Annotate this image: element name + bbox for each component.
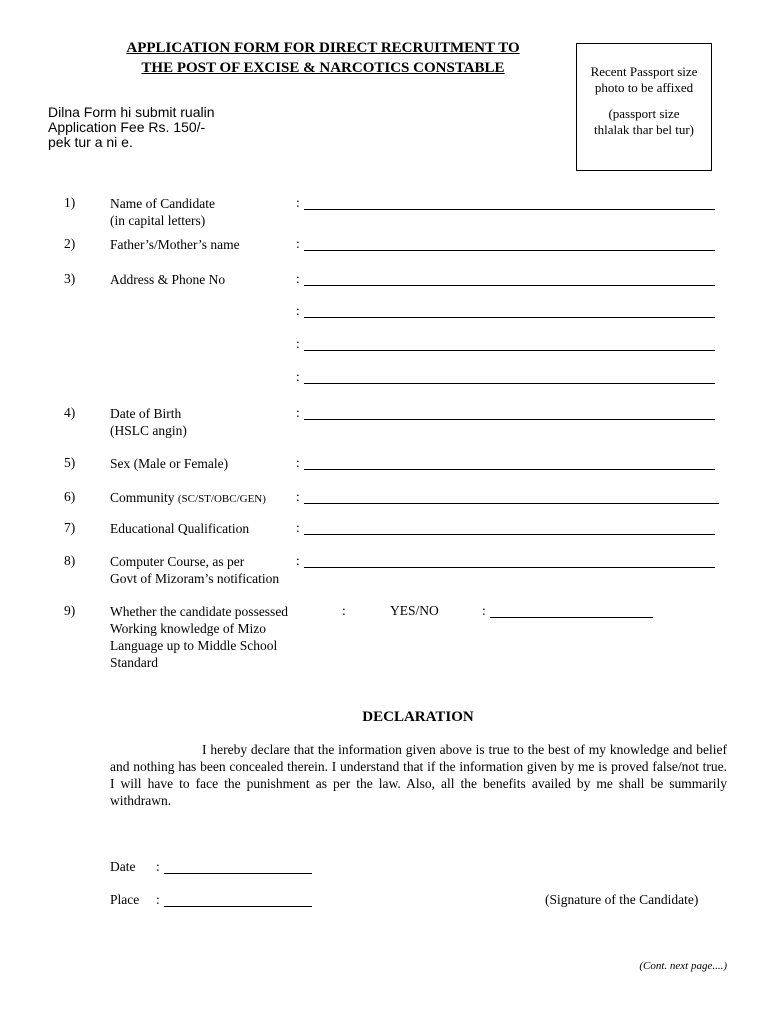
field-2-colon: :	[296, 236, 300, 251]
field-2-number: 2)	[64, 236, 76, 251]
community-field[interactable]	[304, 503, 719, 504]
field-6-colon: :	[296, 489, 300, 504]
education-field[interactable]	[304, 534, 715, 535]
field-7-number: 7)	[64, 520, 76, 535]
declaration-title: DECLARATION	[362, 709, 474, 725]
field-3-colon-4: :	[296, 369, 300, 384]
photo-box-line-2: photo to be affixed	[594, 80, 694, 95]
field-8-number: 8)	[64, 553, 76, 568]
field-1-label: Name of Candidate	[110, 196, 215, 211]
field-9-number: 9)	[64, 603, 76, 618]
continued-note: (Cont. next page....)	[639, 960, 727, 972]
field-4-label: Date of Birth	[110, 406, 182, 421]
fee-note-line-2: Application Fee Rs. 150/-	[48, 119, 206, 135]
signature-label: (Signature of the Candidate)	[545, 892, 699, 907]
photo-box-line-4: thlalak thar bel tur)	[594, 122, 694, 137]
place-colon: :	[156, 892, 160, 907]
field-8-sublabel: Govt of Mizoram’s notification	[110, 571, 280, 586]
field-9-label-line-4: Standard	[110, 655, 158, 670]
sex-field[interactable]	[304, 469, 715, 470]
field-1-colon: :	[296, 195, 300, 210]
place-field[interactable]	[164, 906, 312, 907]
field-2-label: Father’s/Mother’s name	[110, 237, 240, 252]
field-3-colon-2: :	[296, 303, 300, 318]
field-5-label: Sex (Male or Female)	[110, 456, 229, 471]
field-9-label-line-1: Whether the candidate possessed	[110, 604, 289, 619]
field-6-label-main: Community	[110, 490, 175, 505]
field-4-colon: :	[296, 405, 300, 420]
field-6-label	[110, 489, 266, 508]
field-6-number: 6)	[64, 489, 76, 504]
field-9-colon-2: :	[482, 603, 486, 618]
field-9-option: YES/NO	[390, 603, 439, 618]
field-9-label-line-2: Working knowledge of Mizo	[110, 621, 267, 636]
field-1-sublabel: (in capital letters)	[110, 213, 206, 228]
date-of-birth-field[interactable]	[304, 419, 715, 420]
address-field-line-2[interactable]	[304, 317, 715, 318]
fee-note-line-1: Dilna Form hi submit rualin	[48, 104, 215, 120]
parent-name-field[interactable]	[304, 250, 715, 251]
photo-box-line-1: Recent Passport size	[590, 64, 698, 79]
candidate-name-field[interactable]	[304, 209, 715, 210]
field-3-label: Address & Phone No	[110, 272, 226, 287]
place-label: Place	[110, 892, 140, 907]
mizo-knowledge-field[interactable]	[490, 617, 653, 618]
field-3-colon: :	[296, 271, 300, 286]
field-9-label-line-3: Language up to Middle School	[110, 638, 278, 653]
field-4-sublabel: (HSLC angin)	[110, 423, 187, 438]
field-5-number: 5)	[64, 455, 76, 470]
field-1-number: 1)	[64, 195, 76, 210]
field-7-label: Educational Qualification	[110, 521, 250, 536]
field-9-colon: :	[342, 603, 346, 618]
declaration-paragraph	[110, 741, 727, 809]
date-label: Date	[110, 859, 136, 874]
fee-note-line-3: pek tur a ni e.	[48, 134, 133, 150]
form-title-line-1: APPLICATION FORM FOR DIRECT RECRUITMENT TO	[126, 40, 520, 56]
field-5-colon: :	[296, 455, 300, 470]
phone-field[interactable]	[304, 383, 715, 384]
field-3-colon-3: :	[296, 336, 300, 351]
address-field-line-1[interactable]	[304, 285, 715, 286]
computer-course-field[interactable]	[304, 567, 715, 568]
field-7-colon: :	[296, 520, 300, 535]
field-4-number: 4)	[64, 405, 76, 420]
form-title-line-2: THE POST OF EXCISE & NARCOTICS CONSTABLE	[141, 60, 505, 76]
field-8-label: Computer Course, as per	[110, 554, 245, 569]
date-colon: :	[156, 859, 160, 874]
address-field-line-3[interactable]	[304, 350, 715, 351]
fee-note	[48, 105, 215, 150]
declaration-text: I hereby declare that the information given above is true to the best of my knowledge and belief and nothing has been concealed therein. I understand that if the information given by me is proved false/not true. I will have to face the punishment as per the law. Also, all the benefits availed by me shall be summarily withdrawn.	[110, 742, 727, 808]
passport-photo-box[interactable]	[576, 43, 712, 171]
field-8-colon: :	[296, 553, 300, 568]
date-field[interactable]	[164, 873, 312, 874]
field-3-number: 3)	[64, 271, 76, 286]
field-6-label-options: (SC/ST/OBC/GEN)	[177, 493, 266, 505]
photo-box-line-3: (passport size	[608, 106, 680, 121]
